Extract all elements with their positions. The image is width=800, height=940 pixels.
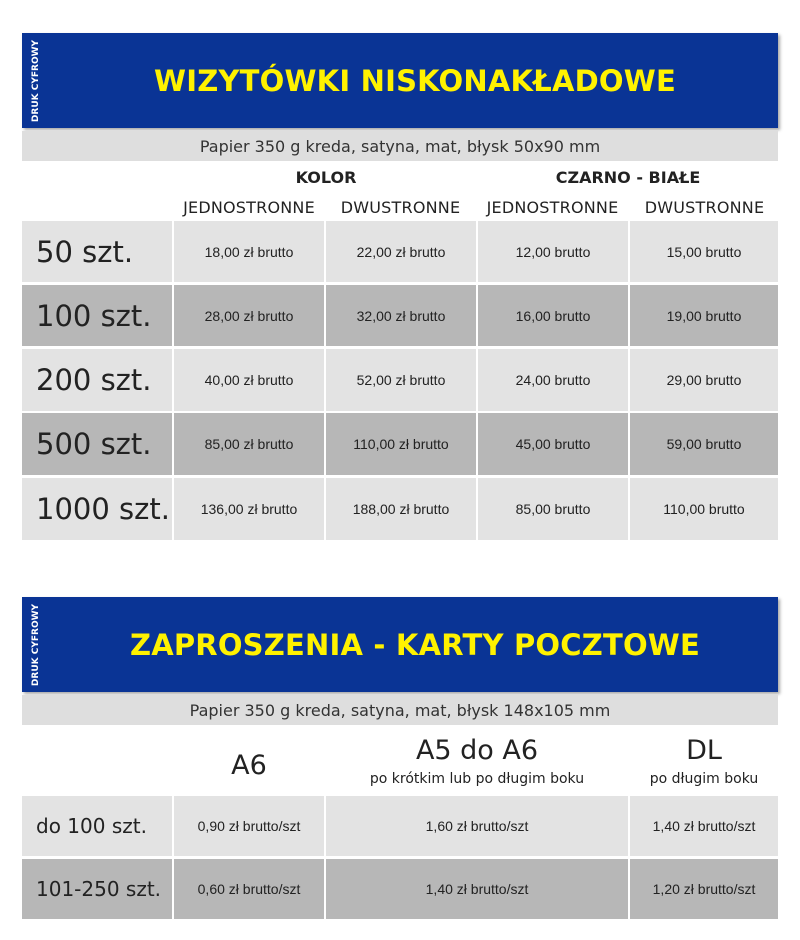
column-note: po długim boku — [649, 771, 759, 787]
price-cell: 40,00 zł brutto — [174, 349, 324, 411]
column-note: po krótkim lub po długim boku — [369, 771, 585, 787]
quantity-label: do 100 szt. — [22, 796, 172, 856]
price-cell: 85,00 brutto — [478, 478, 628, 540]
group-header-kolor: KOLOR — [295, 168, 357, 187]
price-cell: 22,00 zł brutto — [326, 221, 476, 282]
price-cell: 1,40 zł brutto/szt — [630, 796, 778, 856]
price-cell: 188,00 zł brutto — [326, 478, 476, 540]
section-title: ZAPROSZENIA - KARTY POCZTOWE — [129, 627, 701, 662]
column-header: DWUSTRONNE — [644, 198, 765, 217]
quantity-label: 50 szt. — [22, 221, 172, 282]
paper-spec: Papier 350 g kreda, satyna, mat, błysk 148x105 mm — [22, 695, 778, 725]
price-cell: 12,00 brutto — [478, 221, 628, 282]
price-cell: 18,00 zł brutto — [174, 221, 324, 282]
column-header-a5-a6: A5 do A6 — [415, 735, 539, 766]
business-cards-banner — [22, 33, 778, 128]
column-header-dl: DL — [686, 735, 722, 766]
quantity-label: 100 szt. — [22, 285, 172, 346]
price-cell: 29,00 brutto — [630, 349, 778, 411]
price-cell: 52,00 zł brutto — [326, 349, 476, 411]
price-cell: 32,00 zł brutto — [326, 285, 476, 346]
quantity-label: 1000 szt. — [22, 478, 172, 540]
price-cell: 19,00 brutto — [630, 285, 778, 346]
column-header: JEDNOSTRONNE — [183, 198, 315, 217]
quantity-label: 101-250 szt. — [22, 859, 172, 919]
column-header-a6: A6 — [231, 750, 267, 781]
column-header: DWUSTRONNE — [340, 198, 461, 217]
price-cell: 110,00 brutto — [630, 478, 778, 540]
column-header: JEDNOSTRONNE — [486, 198, 619, 217]
price-cell: 24,00 brutto — [478, 349, 628, 411]
side-label: DRUK CYFROWY — [31, 39, 41, 122]
price-cell: 16,00 brutto — [478, 285, 628, 346]
price-cell: 1,60 zł brutto/szt — [326, 796, 628, 856]
quantity-label: 500 szt. — [22, 413, 172, 475]
price-cell: 0,60 zł brutto/szt — [174, 859, 324, 919]
price-cell: 136,00 zł brutto — [174, 478, 324, 540]
price-cell: 45,00 brutto — [478, 413, 628, 475]
price-cell: 15,00 brutto — [630, 221, 778, 282]
price-cell: 28,00 zł brutto — [174, 285, 324, 346]
side-label: DRUK CYFROWY — [31, 603, 41, 686]
paper-spec: Papier 350 g kreda, satyna, mat, błysk 50x90 mm — [22, 131, 778, 161]
price-cell: 0,90 zł brutto/szt — [174, 796, 324, 856]
quantity-label: 200 szt. — [22, 349, 172, 411]
group-header-czarno-biale: CZARNO - BIAŁE — [555, 168, 701, 187]
price-cell: 59,00 brutto — [630, 413, 778, 475]
price-cell: 1,20 zł brutto/szt — [630, 859, 778, 919]
invitations-banner — [22, 597, 778, 692]
price-cell: 110,00 zł brutto — [326, 413, 476, 475]
price-cell: 1,40 zł brutto/szt — [326, 859, 628, 919]
section-title: WIZYTÓWKI NISKONAKŁADOWE — [154, 63, 676, 98]
price-cell: 85,00 zł brutto — [174, 413, 324, 475]
